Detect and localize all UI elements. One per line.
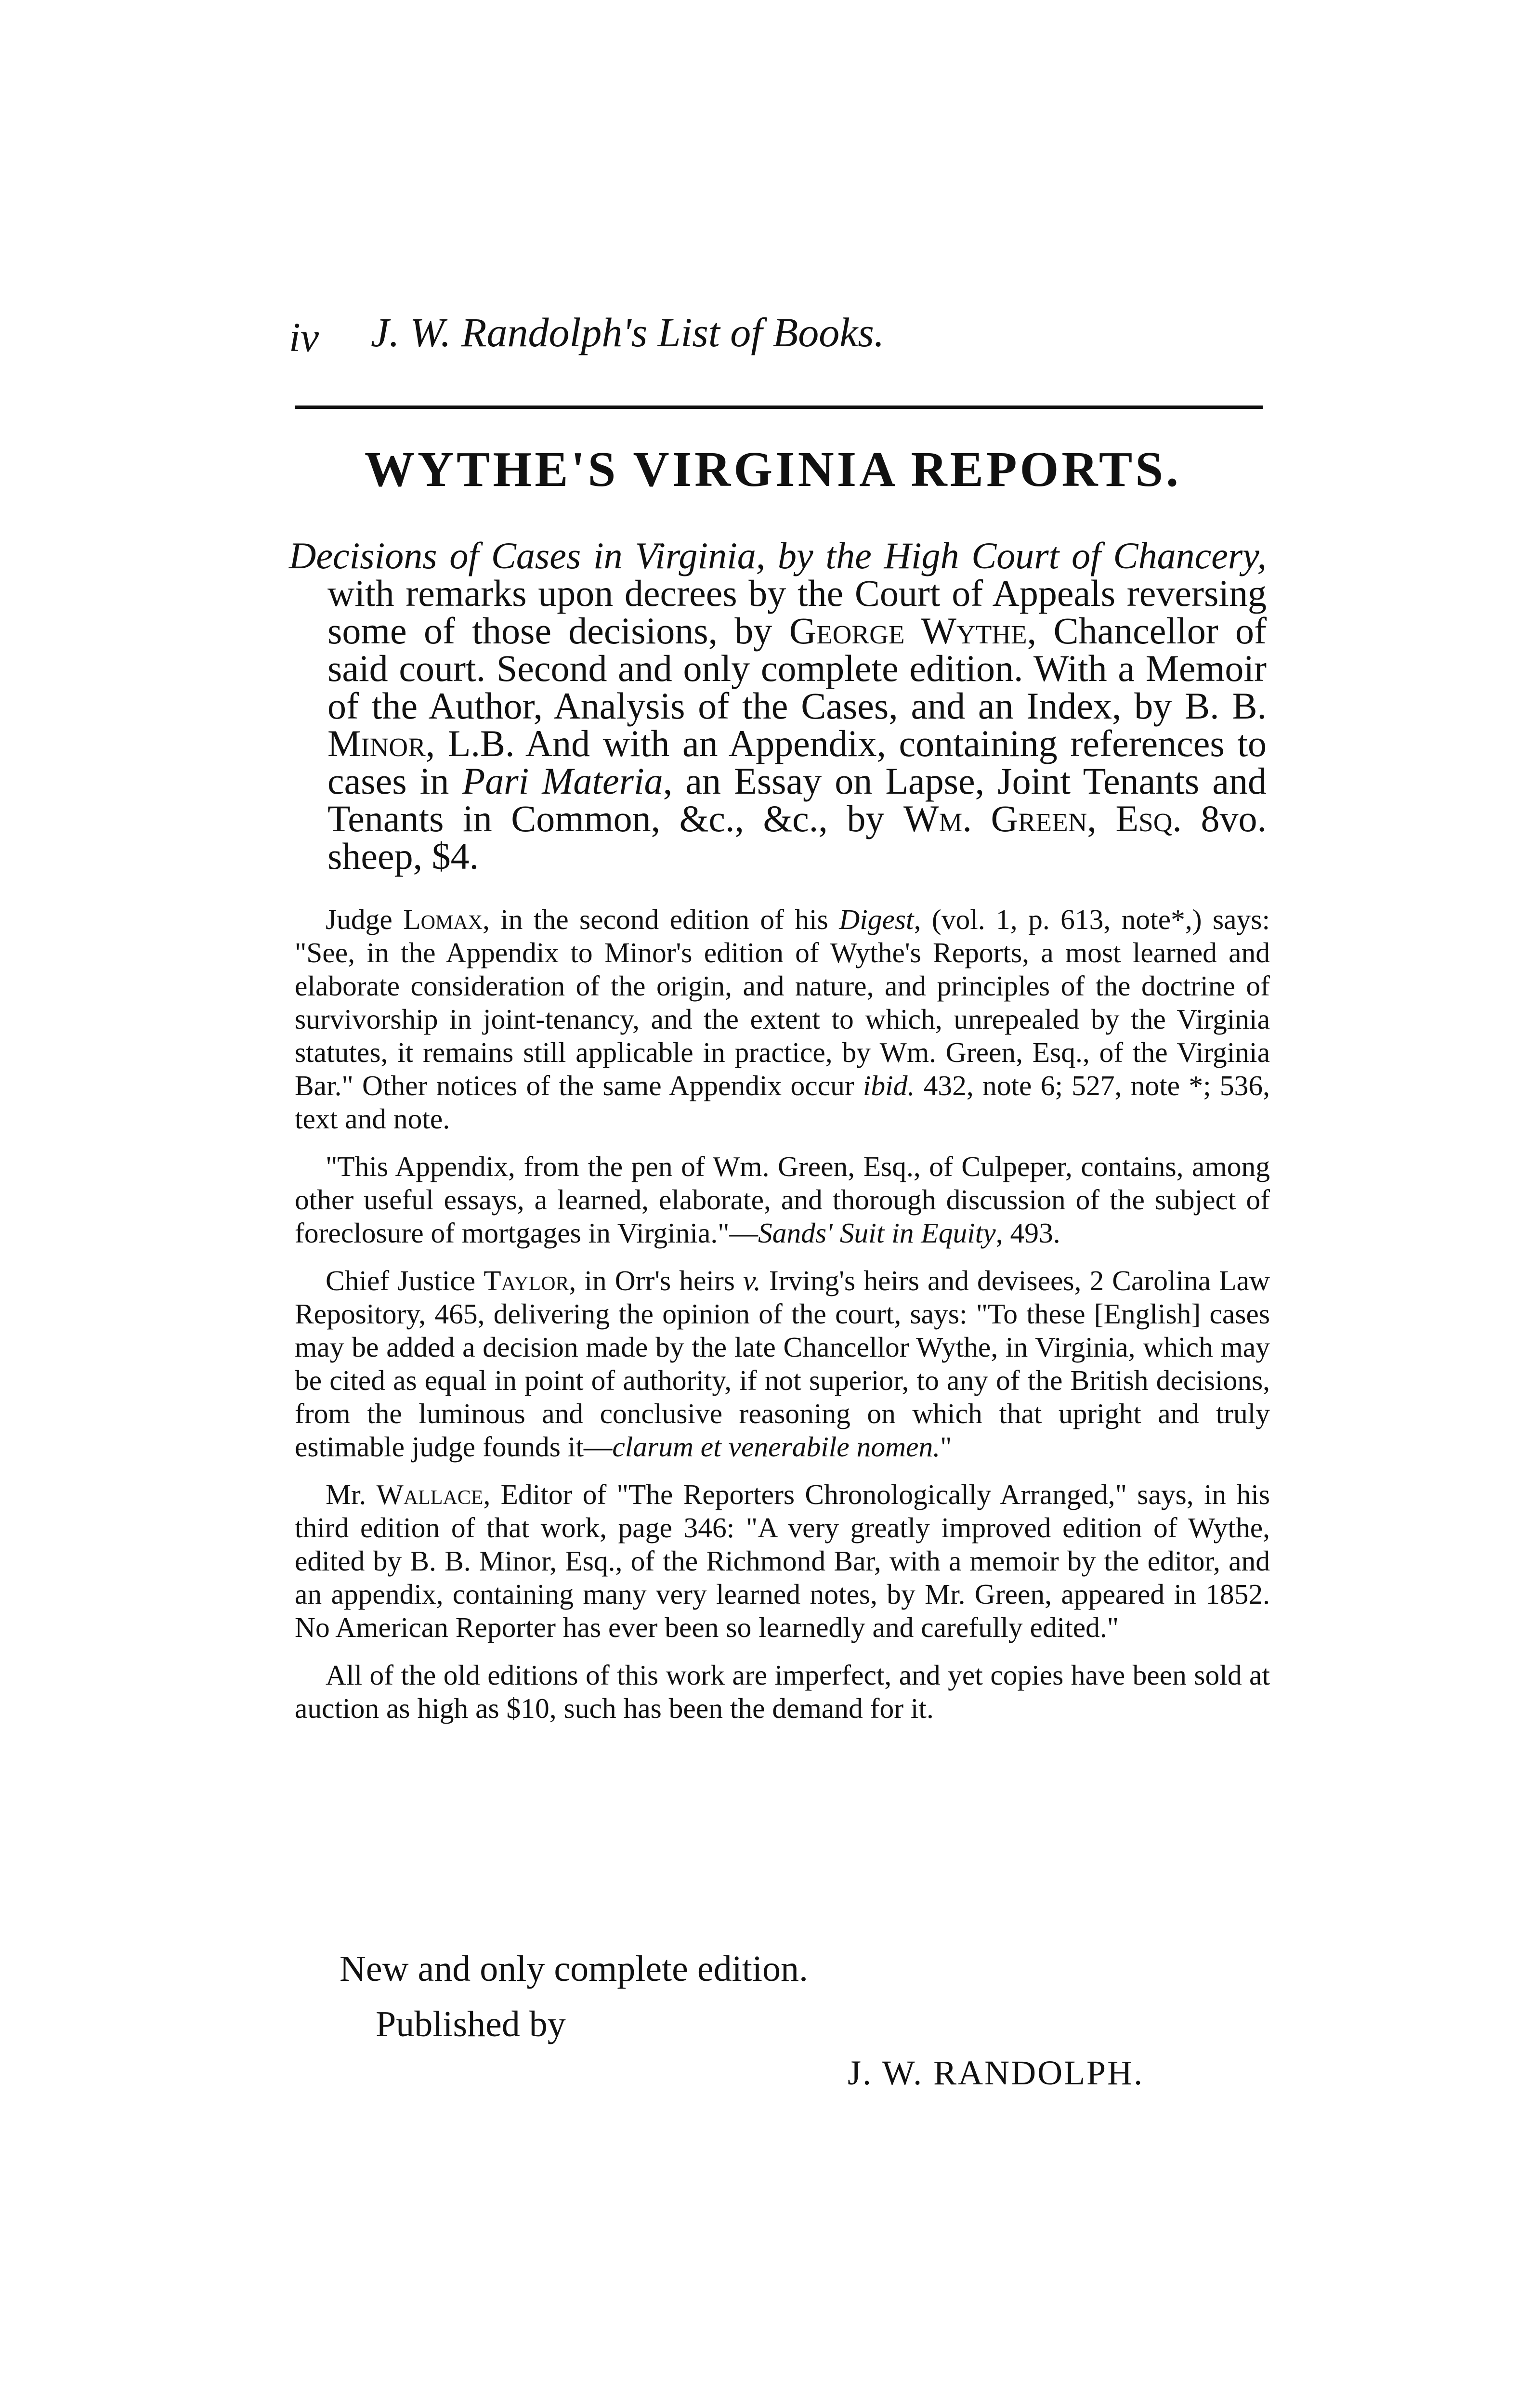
author-name: George Wythe [789,610,1027,652]
format-and-price: 8vo. sheep, $4. [327,798,1267,877]
notice-text: , in the second edition of his [482,903,839,935]
notice-text: Mr. [326,1479,377,1511]
work-title: Digest [839,903,914,935]
running-title: J. W. Randolph's List of Books. [371,309,885,355]
notice-text: Irving's heirs and devisees, 2 Carolina Law Repository, 465, delivering the opinion of the court, says: "To these [English] cases may be added a decision made by the late Chancellor Wythe, in Virginia, which may be cited as equal in point of authority, if not superior, to any of the British decisions, from the luminous and conclusive reasoning on which that upright and truly estimable judge founds it— [295,1265,1270,1463]
latin-phrase: Pari Materia [462,760,663,802]
notice-editions: All of the old editions of this work are imperfect, and yet copies have been sold at auction as high as $10, such has been the demand for it. [295,1659,1270,1725]
notice-text: Chief Justice [326,1265,484,1297]
notices [295,903,1270,1740]
notice-text: , (vol. 1, p. 613, note*,) says: "See, in the Appendix to Minor's edition of Wythe's Reports, a most learned and elaborate consideration of the origin, and nature, and principles of the doctrine of survivorship in joint-tenancy, and the extent to which, unrepealed by the Virginia statutes, it remains still applicable in practice, by Wm. Green, Esq., of the Virginia Bar." Other notices of the same Appendix occur [295,903,1270,1102]
ibid-abbrev: ibid. [863,1070,915,1102]
notice-sands [295,1150,1270,1250]
description-text: , L.B. And with an Appendix, containing references to cases in [327,722,1267,802]
section-title: WYTHE'S VIRGINIA REPORTS. [364,442,1182,497]
description-text: , Chancellor of said court. Second and only complete edition. With a Memoir of the Author, Analysis of the Cases, and an Index, by [327,610,1267,727]
edition-statement: New and only complete edition. [340,1949,808,1989]
appendix-author-name: Wm. Green, Esq. [903,798,1182,839]
notice-text: " [940,1431,952,1463]
latin-phrase: clarum et venerabile nomen. [612,1431,941,1463]
notice-text: , 493. [995,1217,1060,1249]
description-paragraph [289,537,1267,875]
notice-text: "This Appendix, from the pen of Wm. Green, Esq., of Culpeper, contains, among other useful essays, a learned, elaborate, and thorough discussion of the subject of foreclosure of mortgages in Virginia."— [295,1151,1270,1249]
person-name: Wallace [376,1479,484,1511]
person-name: Taylor [484,1265,569,1297]
notice-wallace [295,1478,1270,1644]
book-description [289,537,1267,875]
editor-name: B. B. Minor [327,685,1267,764]
description-text: with remarks upon decrees by the Court of Appeals reversing some of those decisions, by [327,572,1267,652]
notice-text: Judge [326,903,404,935]
notice-text: 432, note 6; 527, note *; 536, text and note. [295,1070,1270,1135]
header-rule [295,406,1263,409]
publisher-name: J. W. RANDOLPH. [848,2054,1144,2092]
page-number: iv [289,314,319,360]
notice-text: , Editor of "The Reporters Chronologically Arranged," says, in his third edition of that work, page 346: "A very greatly improved edition of Wythe, edited by B. B. Minor, Esq., of the Richmond Bar, with a memoir by the editor, and an appendix, containing many very learned notes, by Mr. Green, appeared in 1852. No American Reporter has ever been so learnedly and carefully edited." [295,1479,1270,1644]
notice-lomax [295,903,1270,1136]
work-title: Sands' Suit in Equity [758,1217,996,1249]
published-by: Published by [376,2004,566,2044]
page-header [289,308,1257,366]
versus-abbrev: v. [743,1265,761,1297]
description-text: , an Essay on Lapse, Joint Tenants and Tenants in Common, &c., &c., by [327,760,1267,839]
notice-text: , in Orr's heirs [569,1265,743,1297]
person-name: Lomax [403,903,483,935]
description-title-italic: Decisions of Cases in Virginia, by the High Court of Chancery, [289,535,1267,576]
notice-taylor [295,1264,1270,1464]
